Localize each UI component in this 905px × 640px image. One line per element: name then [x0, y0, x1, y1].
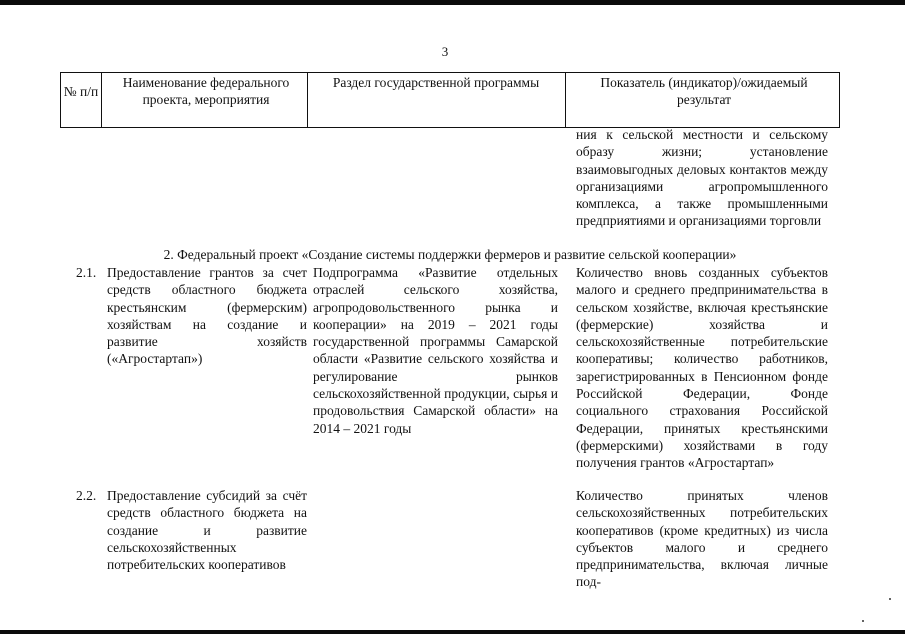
table-header-top-rule	[60, 72, 840, 73]
section-heading: 2. Федеральный проект «Создание системы поддержки фермеров и развитие сельской кооперации»	[163, 247, 737, 262]
row-project-name: Предоставление субсидий за счёт средств областного бюджета на создание и развитие сельскохозяйственных потребительских кооперативов	[107, 488, 307, 573]
table-col-divider-right	[839, 72, 840, 128]
scan-speck	[862, 620, 864, 622]
scan-border-top	[0, 0, 905, 5]
table-col-divider-left	[60, 72, 61, 128]
row-number: 2.1.	[76, 265, 97, 280]
table-col-divider-3	[565, 72, 566, 128]
row-indicator: Количество вновь созданных субъектов малого и среднего предпринимательства в сельском хозяйстве, включая крестьянские (фермерские) хозяйства и сельскохозяйственные потребительские кооперативы; количество работников, зарегистрированных в Пенсионном фонде Российской Федерации, Фонде социального страхования Российской Федерации, принятых крестьянскими (фермерскими) хозяйствами в году получения грантов «Агростартап»	[576, 265, 828, 471]
row-indicator: Количество принятых членов сельскохозяйственных потребительских кооперативов (кроме кредитных) из числа субъектов малого и среднего предпринимательства, включая личные под-	[576, 488, 828, 590]
row-number: 2.2.	[76, 488, 97, 503]
page-number: 3	[441, 44, 449, 59]
header-indicator: Показатель (индикатор)/ожидаемый результат	[600, 75, 808, 107]
header-number: № п/п	[63, 84, 99, 99]
table-col-divider-2	[307, 72, 308, 128]
continuation-indicator-text: ния к сельской местности и сельскому образу жизни; установление взаимовыгодных деловых контактов между организациями агропромышленного комплекса, а также промышленными предприятиями и организациями торговли	[576, 127, 828, 229]
table-col-divider-1	[101, 72, 102, 128]
scan-speck	[889, 598, 891, 600]
scan-border-bottom	[0, 630, 905, 634]
header-project-name: Наименование федерального проекта, мероприятия	[122, 75, 290, 107]
header-program-section: Раздел государственной программы	[332, 75, 540, 90]
row-program-section: Подпрограмма «Развитие отдельных отраслей сельского хозяйства, агропродовольственного рынка и кооперации» на 2019 – 2021 годы государственной программы Самарской области «Развитие сельского хозяйства и регулирование рынков сельскохозяйственной продукции, сырья и продовольствия Самарской области» на 2014 – 2021 годы	[313, 265, 558, 436]
row-project-name: Предоставление грантов за счет средств областного бюджета крестьянским (фермерским) хозяйствам на создание и развитие хозяйств («Агростартап»)	[107, 265, 307, 367]
